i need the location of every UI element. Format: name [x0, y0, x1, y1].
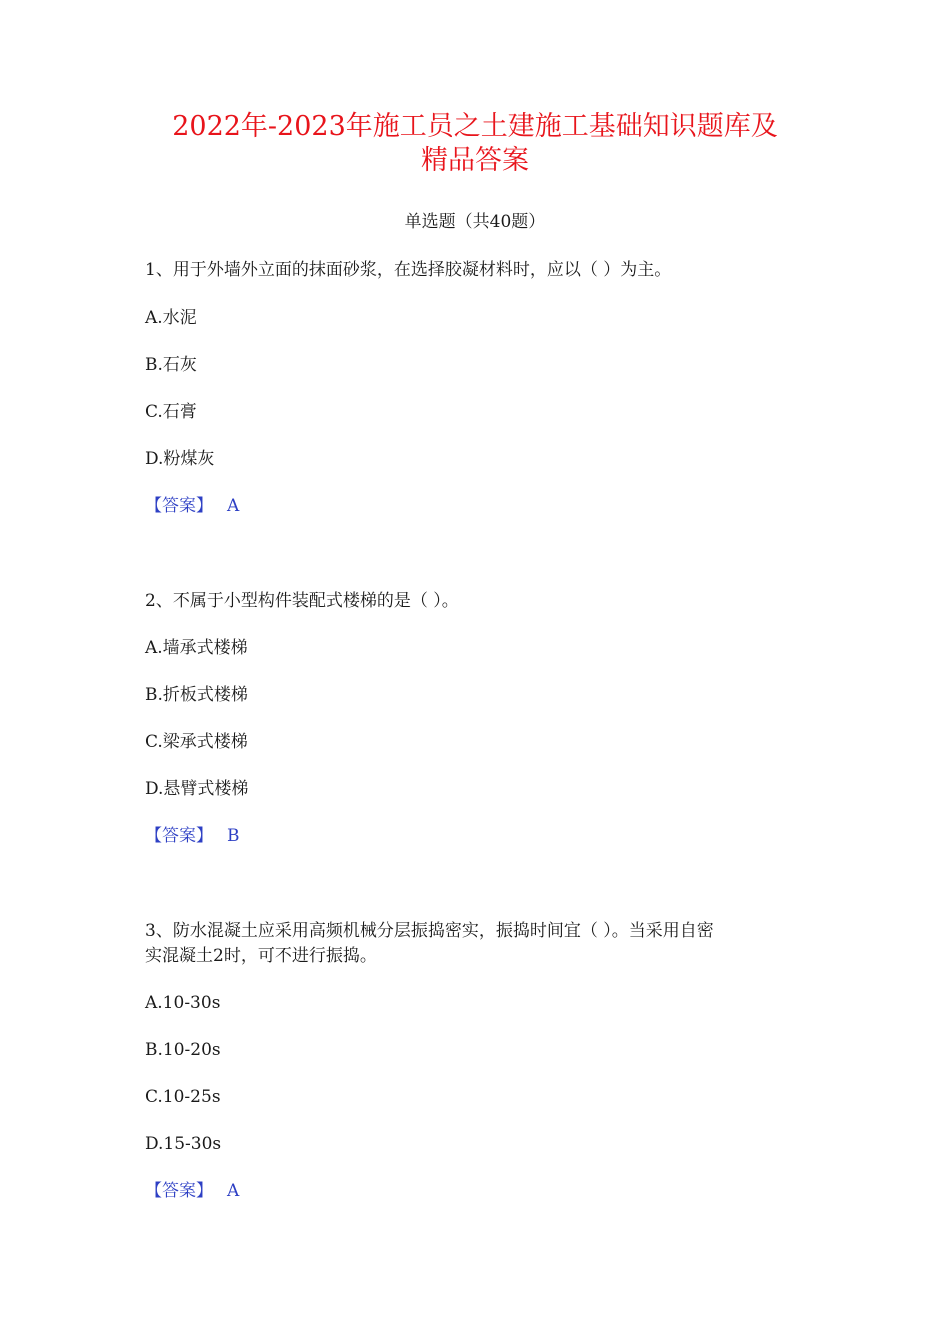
question-stem-line-2: 实混凝土2时，可不进行振捣。: [145, 946, 377, 966]
option-d: D.15-30s: [145, 1134, 222, 1154]
question-stem: 1、用于外墙外立面的抹面砂浆，在选择胶凝材料时，应以（ ）为主。: [145, 260, 672, 280]
answer-value: A: [227, 496, 240, 516]
option-a: A.10-30s: [145, 993, 221, 1013]
option-c: C.10-25s: [145, 1087, 221, 1107]
option-a: A.水泥: [145, 308, 197, 328]
answer-line: [145, 824, 240, 848]
document-title-line-2: 精品答案: [421, 145, 529, 176]
answer-label: 【答案】: [145, 826, 213, 846]
option-b: B.石灰: [145, 355, 197, 375]
answer-value: B: [227, 826, 240, 846]
answer-label: 【答案】: [145, 1181, 213, 1201]
answer-value: A: [227, 1181, 240, 1201]
option-b: B.10-20s: [145, 1040, 221, 1060]
question-stem-line-1: 3、防水混凝土应采用高频机械分层振捣密实，振捣时间宜（ ）。当采用自密: [145, 921, 714, 941]
option-c: C.石膏: [145, 402, 197, 422]
question-stem: 2、不属于小型构件装配式楼梯的是（ ）。: [145, 591, 459, 611]
document-title-line-1: 2022年-2023年施工员之土建施工基础知识题库及: [172, 111, 778, 142]
option-b: B.折板式楼梯: [145, 685, 248, 705]
option-c: C.梁承式楼梯: [145, 732, 248, 752]
answer-line: [145, 1179, 239, 1203]
option-d: D.悬臂式楼梯: [145, 779, 249, 799]
option-a: A.墙承式楼梯: [145, 638, 248, 658]
answer-label: 【答案】: [145, 496, 213, 516]
section-heading: 单选题（共40题）: [404, 212, 546, 232]
answer-line: [145, 494, 239, 518]
option-d: D.粉煤灰: [145, 449, 215, 469]
